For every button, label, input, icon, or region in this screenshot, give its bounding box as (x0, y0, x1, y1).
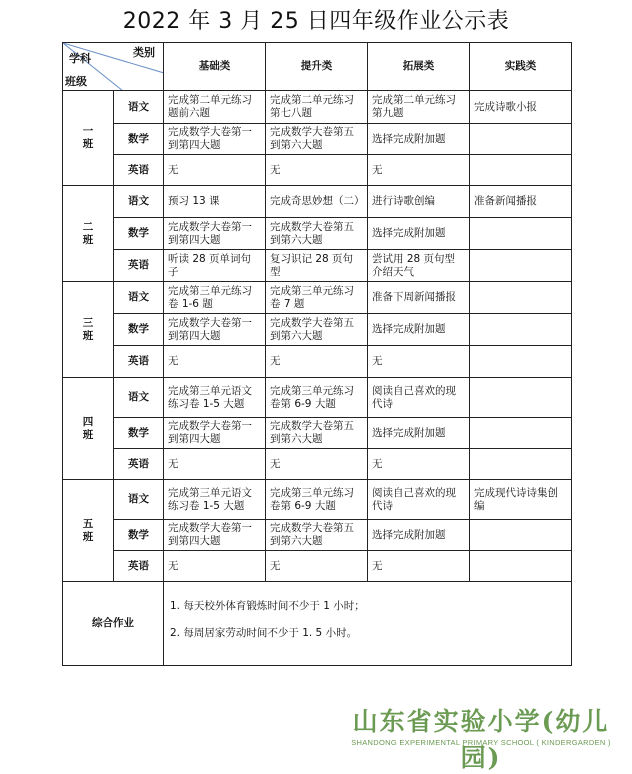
homework-cell-basic: 完成数学大卷第一到第四大题 (164, 218, 266, 250)
column-header-advanced: 提升类 (266, 43, 368, 91)
homework-cell-basic: 听读 28 页单词句子 (164, 250, 266, 282)
subject-cell: 语文 (114, 186, 164, 218)
column-header-extended: 拓展类 (368, 43, 470, 91)
homework-cell-extended: 尝试用 28 页句型介绍天气 (368, 250, 470, 282)
subject-cell: 语文 (114, 91, 164, 124)
homework-cell-advanced: 完成数学大卷第五到第六大题 (266, 124, 368, 155)
table-row (63, 124, 572, 155)
logo-english-name: SHANDONG EXPERIMENTAL PRIMARY SCHOOL ( KINDERGARDEN ) (351, 738, 611, 747)
homework-cell-extended: 选择完成附加题 (368, 218, 470, 250)
class-name-cell: 四 班 (63, 378, 114, 480)
homework-cell-extended: 无 (368, 346, 470, 378)
page-title: 2022 年 3 月 25 日四年级作业公示表 (122, 9, 510, 34)
table-row (63, 551, 572, 582)
column-header-basic: 基础类 (164, 43, 266, 91)
subject-cell: 英语 (114, 449, 164, 480)
table-row (63, 449, 572, 480)
summary-content (164, 582, 572, 666)
homework-cell-extended: 选择完成附加题 (368, 418, 470, 449)
homework-cell-extended: 无 (368, 449, 470, 480)
homework-cell-practice (470, 378, 572, 418)
homework-cell-practice (470, 520, 572, 551)
homework-cell-basic: 完成数学大卷第一到第四大题 (164, 314, 266, 346)
summary-item: 1. 每天校外体育锻炼时间不少于 1 小时； (170, 599, 365, 612)
homework-cell-advanced: 完成第二单元练习第七八题 (266, 91, 368, 124)
homework-cell-practice (470, 418, 572, 449)
homework-cell-practice: 完成诗歌小报 (470, 91, 572, 124)
corner-class-label: 班级 (65, 75, 87, 88)
homework-cell-advanced: 完成奇思妙想（二） (266, 186, 368, 218)
logo-chinese-name: 山东省实验小学(幼儿园) (352, 707, 610, 772)
table-row (63, 250, 572, 282)
table-row (63, 91, 572, 124)
homework-cell-basic: 预习 13 课 (164, 186, 266, 218)
homework-cell-advanced: 完成第三单元练习卷第 6-9 大题 (266, 378, 368, 418)
table-row (63, 155, 572, 186)
homework-cell-extended: 选择完成附加题 (368, 314, 470, 346)
homework-cell-advanced: 无 (266, 551, 368, 582)
homework-table (62, 42, 572, 666)
table-row (63, 218, 572, 250)
subject-cell: 英语 (114, 250, 164, 282)
class-name-cell: 一 班 (63, 91, 114, 186)
subject-cell: 数学 (114, 314, 164, 346)
homework-cell-extended: 无 (368, 155, 470, 186)
homework-cell-advanced: 无 (266, 346, 368, 378)
homework-cell-basic: 无 (164, 449, 266, 480)
homework-cell-basic: 完成第三单元语文练习卷 1-5 大题 (164, 480, 266, 520)
homework-cell-advanced: 完成第三单元练习卷 7 题 (266, 282, 368, 314)
homework-cell-advanced: 完成数学大卷第五到第六大题 (266, 418, 368, 449)
table-row (63, 346, 572, 378)
subject-cell: 数学 (114, 520, 164, 551)
homework-cell-extended: 阅读自己喜欢的现代诗 (368, 480, 470, 520)
subject-cell: 数学 (114, 124, 164, 155)
column-header-practice: 实践类 (470, 43, 572, 91)
table-row (63, 418, 572, 449)
corner-category-label: 类别 (133, 46, 155, 59)
homework-cell-practice (470, 314, 572, 346)
subject-cell: 语文 (114, 378, 164, 418)
corner-subject-label: 学科 (69, 52, 91, 65)
table-row (63, 480, 572, 520)
homework-cell-advanced: 复习识记 28 页句型 (266, 250, 368, 282)
homework-cell-extended: 完成第二单元练习第九题 (368, 91, 470, 124)
class-name-cell: 五 班 (63, 480, 114, 582)
homework-cell-basic: 完成第二单元练习题前六题 (164, 91, 266, 124)
homework-cell-advanced: 完成数学大卷第五到第六大题 (266, 218, 368, 250)
homework-cell-practice: 完成现代诗诗集创编 (470, 480, 572, 520)
table-row (63, 378, 572, 418)
homework-cell-practice (470, 282, 572, 314)
homework-cell-practice (470, 124, 572, 155)
homework-cell-advanced: 无 (266, 155, 368, 186)
homework-cell-extended: 无 (368, 551, 470, 582)
homework-cell-basic: 完成数学大卷第一到第四大题 (164, 520, 266, 551)
homework-cell-basic: 无 (164, 551, 266, 582)
subject-cell: 英语 (114, 346, 164, 378)
homework-cell-basic: 完成第三单元语文练习卷 1-5 大题 (164, 378, 266, 418)
homework-cell-practice (470, 449, 572, 480)
homework-cell-basic: 无 (164, 346, 266, 378)
homework-cell-basic: 完成第三单元练习卷 1-6 题 (164, 282, 266, 314)
subject-cell: 语文 (114, 480, 164, 520)
homework-cell-extended: 选择完成附加题 (368, 520, 470, 551)
summary-row (63, 582, 572, 666)
homework-cell-practice: 准备新闻播报 (470, 186, 572, 218)
homework-cell-extended: 阅读自己喜欢的现代诗 (368, 378, 470, 418)
subject-cell: 英语 (114, 551, 164, 582)
corner-header-cell (63, 43, 164, 91)
homework-cell-basic: 无 (164, 155, 266, 186)
class-name-cell: 三 班 (63, 282, 114, 378)
subject-cell: 数学 (114, 418, 164, 449)
header-row (63, 43, 572, 91)
school-logo (336, 702, 626, 772)
subject-cell: 数学 (114, 218, 164, 250)
homework-cell-basic: 完成数学大卷第一到第四大题 (164, 124, 266, 155)
subject-cell: 英语 (114, 155, 164, 186)
homework-cell-extended: 选择完成附加题 (368, 124, 470, 155)
table-row (63, 282, 572, 314)
subject-cell: 语文 (114, 282, 164, 314)
homework-cell-practice (470, 551, 572, 582)
homework-cell-practice (470, 346, 572, 378)
summary-label: 综合作业 (63, 582, 164, 666)
homework-cell-extended: 准备下周新闻播报 (368, 282, 470, 314)
homework-cell-basic: 完成数学大卷第一到第四大题 (164, 418, 266, 449)
homework-cell-practice (470, 218, 572, 250)
homework-cell-advanced: 完成数学大卷第五到第六大题 (266, 314, 368, 346)
homework-cell-practice (470, 250, 572, 282)
class-name-cell: 二 班 (63, 186, 114, 282)
homework-cell-advanced: 完成数学大卷第五到第六大题 (266, 520, 368, 551)
homework-cell-advanced: 无 (266, 449, 368, 480)
table-row (63, 520, 572, 551)
homework-cell-extended: 进行诗歌创编 (368, 186, 470, 218)
table-row (63, 314, 572, 346)
homework-cell-practice (470, 155, 572, 186)
table-row (63, 186, 572, 218)
homework-cell-advanced: 完成第三单元练习卷第 6-9 大题 (266, 480, 368, 520)
summary-item: 2. 每周居家劳动时间不少于 1. 5 小时。 (170, 626, 358, 639)
